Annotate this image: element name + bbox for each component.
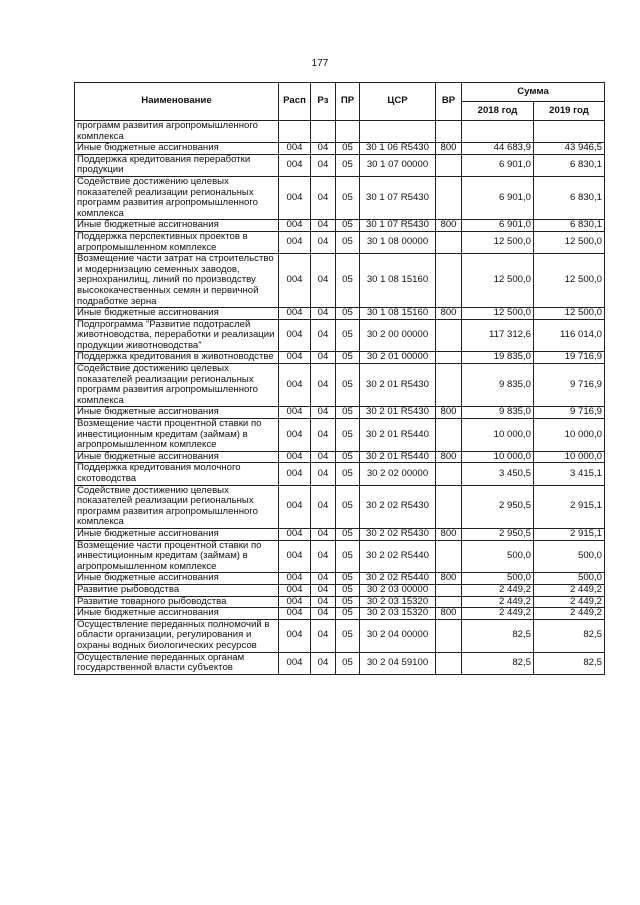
cell-2018: 12 500,0	[462, 254, 534, 308]
cell-csr: 30 1 07 R5430	[360, 220, 436, 232]
table-row	[75, 143, 605, 155]
cell-csr: 30 2 01 R5430	[360, 407, 436, 419]
cell-rz: 04	[311, 540, 336, 573]
cell-csr: 30 2 01 R5440	[360, 451, 436, 463]
cell-rasp: 004	[279, 254, 311, 308]
cell-pr: 05	[336, 364, 360, 407]
header-csr: ЦСР	[360, 83, 436, 121]
cell-2019: 6 830,1	[534, 220, 605, 232]
cell-rz: 04	[311, 652, 336, 674]
cell-name: Осуществление переданных органам государственной власти субъектов	[75, 652, 279, 674]
cell-pr: 05	[336, 319, 360, 352]
cell-2018: 6 901,0	[462, 176, 534, 219]
cell-2018: 6 901,0	[462, 220, 534, 232]
cell-2018: 12 500,0	[462, 231, 534, 253]
cell-rasp: 004	[279, 596, 311, 608]
cell-2019: 500,0	[534, 573, 605, 585]
cell-2018: 10 000,0	[462, 451, 534, 463]
cell-2018	[462, 121, 534, 143]
cell-vr	[436, 419, 462, 452]
cell-pr: 05	[336, 540, 360, 573]
cell-2019: 82,5	[534, 619, 605, 652]
cell-pr: 05	[336, 608, 360, 620]
cell-csr: 30 2 04 59100	[360, 652, 436, 674]
cell-name: Возмещение части процентной ставки по инвестиционным кредитам (займам) в агропромышленном комплексе	[75, 540, 279, 573]
cell-csr: 30 2 01 R5430	[360, 364, 436, 407]
cell-csr: 30 2 00 00000	[360, 319, 436, 352]
cell-pr: 05	[336, 596, 360, 608]
cell-vr	[436, 352, 462, 364]
cell-rasp: 004	[279, 143, 311, 155]
cell-csr: 30 2 02 R5440	[360, 540, 436, 573]
cell-2018: 2 449,2	[462, 596, 534, 608]
header-2019: 2019 год	[534, 102, 605, 121]
cell-2018: 12 500,0	[462, 308, 534, 320]
cell-csr: 30 2 02 R5430	[360, 485, 436, 528]
cell-pr: 05	[336, 451, 360, 463]
cell-rasp: 004	[279, 319, 311, 352]
cell-rasp: 004	[279, 619, 311, 652]
cell-rasp	[279, 121, 311, 143]
cell-name: программ развития агропромышленного комплекса	[75, 121, 279, 143]
cell-2019: 6 830,1	[534, 154, 605, 176]
cell-2018: 10 000,0	[462, 419, 534, 452]
cell-2019: 19 716,9	[534, 352, 605, 364]
cell-csr: 30 2 02 00000	[360, 463, 436, 485]
cell-2018: 2 950,5	[462, 528, 534, 540]
cell-csr: 30 1 07 00000	[360, 154, 436, 176]
cell-name: Развитие рыбоводства	[75, 584, 279, 596]
cell-rz: 04	[311, 419, 336, 452]
cell-name: Иные бюджетные ассигнования	[75, 407, 279, 419]
cell-2018: 19 835,0	[462, 352, 534, 364]
cell-rasp: 004	[279, 584, 311, 596]
table-row	[75, 619, 605, 652]
cell-rasp: 004	[279, 364, 311, 407]
cell-pr	[336, 121, 360, 143]
cell-pr: 05	[336, 463, 360, 485]
cell-2019: 6 830,1	[534, 176, 605, 219]
cell-2019: 116 014,0	[534, 319, 605, 352]
cell-2018: 500,0	[462, 540, 534, 573]
cell-2019: 500,0	[534, 540, 605, 573]
cell-2019: 2 915,1	[534, 528, 605, 540]
cell-vr	[436, 231, 462, 253]
cell-name: Подпрограмма "Развитие подотраслей животноводства, переработки и реализации продукции животноводства"	[75, 319, 279, 352]
table-row	[75, 154, 605, 176]
cell-vr	[436, 463, 462, 485]
table-body	[75, 121, 605, 675]
cell-vr	[436, 540, 462, 573]
table-row	[75, 596, 605, 608]
cell-vr: 800	[436, 143, 462, 155]
cell-rz: 04	[311, 220, 336, 232]
cell-name: Иные бюджетные ассигнования	[75, 573, 279, 585]
table-row	[75, 528, 605, 540]
cell-rasp: 004	[279, 308, 311, 320]
header-vr: ВР	[436, 83, 462, 121]
cell-vr	[436, 121, 462, 143]
header-rz: Рз	[311, 83, 336, 121]
header-pr: ПР	[336, 83, 360, 121]
cell-vr: 800	[436, 608, 462, 620]
cell-rasp: 004	[279, 652, 311, 674]
cell-rz: 04	[311, 319, 336, 352]
cell-rz: 04	[311, 308, 336, 320]
cell-2019: 12 500,0	[534, 254, 605, 308]
cell-rasp: 004	[279, 485, 311, 528]
cell-csr: 30 2 03 15320	[360, 608, 436, 620]
cell-2018: 9 835,0	[462, 364, 534, 407]
cell-name: Иные бюджетные ассигнования	[75, 308, 279, 320]
cell-2019: 9 716,9	[534, 407, 605, 419]
cell-2018: 500,0	[462, 573, 534, 585]
cell-name: Поддержка кредитования переработки продукции	[75, 154, 279, 176]
header-sum: Сумма	[462, 83, 605, 102]
cell-2019: 2 449,2	[534, 608, 605, 620]
budget-table	[74, 82, 605, 675]
cell-vr	[436, 319, 462, 352]
cell-rz: 04	[311, 176, 336, 219]
cell-name: Иные бюджетные ассигнования	[75, 451, 279, 463]
cell-2018: 44 683,9	[462, 143, 534, 155]
cell-rz: 04	[311, 619, 336, 652]
cell-name: Развитие товарного рыбоводства	[75, 596, 279, 608]
cell-rasp: 004	[279, 407, 311, 419]
cell-vr	[436, 485, 462, 528]
table-row	[75, 364, 605, 407]
cell-csr: 30 2 02 R5430	[360, 528, 436, 540]
cell-2018: 117 312,6	[462, 319, 534, 352]
cell-2018: 2 950,5	[462, 485, 534, 528]
cell-rz: 04	[311, 463, 336, 485]
cell-rz: 04	[311, 143, 336, 155]
cell-2019: 10 000,0	[534, 451, 605, 463]
cell-pr: 05	[336, 254, 360, 308]
cell-name: Содействие достижению целевых показателей реализации региональных программ развития агропромышленного комплекса	[75, 485, 279, 528]
cell-name: Иные бюджетные ассигнования	[75, 220, 279, 232]
cell-2019: 3 415,1	[534, 463, 605, 485]
cell-rz: 04	[311, 407, 336, 419]
table-row	[75, 451, 605, 463]
cell-vr	[436, 254, 462, 308]
cell-rz: 04	[311, 352, 336, 364]
cell-pr: 05	[336, 419, 360, 452]
cell-pr: 05	[336, 584, 360, 596]
table-row	[75, 584, 605, 596]
table-row	[75, 352, 605, 364]
cell-2019	[534, 121, 605, 143]
cell-pr: 05	[336, 154, 360, 176]
cell-rasp: 004	[279, 352, 311, 364]
cell-rasp: 004	[279, 573, 311, 585]
cell-csr: 30 1 08 00000	[360, 231, 436, 253]
cell-rz: 04	[311, 254, 336, 308]
cell-name: Возмещение части затрат на строительство и модернизацию семенных заводов, зернохранилищ, линий по производству высококачественных семян и первичной подработке зерна	[75, 254, 279, 308]
cell-2019: 2 915,1	[534, 485, 605, 528]
cell-2018: 9 835,0	[462, 407, 534, 419]
cell-rasp: 004	[279, 154, 311, 176]
cell-2018: 2 449,2	[462, 584, 534, 596]
cell-2019: 12 500,0	[534, 308, 605, 320]
cell-vr: 800	[436, 528, 462, 540]
cell-2018: 6 901,0	[462, 154, 534, 176]
cell-vr: 800	[436, 220, 462, 232]
table-row	[75, 176, 605, 219]
cell-name: Содействие достижению целевых показателей реализации региональных программ развития агропромышленного комплекса	[75, 176, 279, 219]
cell-rz: 04	[311, 573, 336, 585]
cell-rasp: 004	[279, 608, 311, 620]
cell-rz: 04	[311, 451, 336, 463]
table-row	[75, 485, 605, 528]
cell-name: Возмещение части процентной ставки по инвестиционным кредитам (займам) в агропромышленном комплексе	[75, 419, 279, 452]
cell-pr: 05	[336, 143, 360, 155]
cell-rz: 04	[311, 231, 336, 253]
cell-rasp: 004	[279, 220, 311, 232]
cell-rz	[311, 121, 336, 143]
cell-rasp: 004	[279, 419, 311, 452]
cell-csr: 30 1 07 R5430	[360, 176, 436, 219]
header-rasp: Расп	[279, 83, 311, 121]
table-row	[75, 652, 605, 674]
cell-2018: 82,5	[462, 619, 534, 652]
cell-vr: 800	[436, 308, 462, 320]
cell-vr	[436, 619, 462, 652]
table-row	[75, 254, 605, 308]
cell-vr	[436, 364, 462, 407]
cell-vr	[436, 652, 462, 674]
table-row	[75, 573, 605, 585]
cell-rasp: 004	[279, 176, 311, 219]
cell-pr: 05	[336, 573, 360, 585]
table-row	[75, 319, 605, 352]
cell-vr: 800	[436, 573, 462, 585]
cell-csr: 30 2 04 00000	[360, 619, 436, 652]
cell-2018: 2 449,2	[462, 608, 534, 620]
cell-2019: 2 449,2	[534, 596, 605, 608]
table-row	[75, 463, 605, 485]
cell-csr	[360, 121, 436, 143]
cell-2019: 12 500,0	[534, 231, 605, 253]
table-row	[75, 121, 605, 143]
cell-pr: 05	[336, 619, 360, 652]
cell-2019: 2 449,2	[534, 584, 605, 596]
header-name: Наименование	[75, 83, 279, 121]
cell-name: Поддержка перспективных проектов в агропромышленном комплексе	[75, 231, 279, 253]
cell-pr: 05	[336, 352, 360, 364]
cell-name: Поддержка кредитования молочного скотоводства	[75, 463, 279, 485]
cell-rz: 04	[311, 528, 336, 540]
table-row	[75, 419, 605, 452]
cell-name: Иные бюджетные ассигнования	[75, 608, 279, 620]
cell-csr: 30 1 08 15160	[360, 308, 436, 320]
cell-csr: 30 2 03 00000	[360, 584, 436, 596]
cell-name: Поддержка кредитования в животноводстве	[75, 352, 279, 364]
header-2018: 2018 год	[462, 102, 534, 121]
cell-rz: 04	[311, 364, 336, 407]
table-row	[75, 308, 605, 320]
cell-rasp: 004	[279, 451, 311, 463]
cell-2018: 3 450,5	[462, 463, 534, 485]
cell-name: Иные бюджетные ассигнования	[75, 143, 279, 155]
page-number: 177	[311, 58, 329, 69]
cell-rz: 04	[311, 154, 336, 176]
cell-csr: 30 1 08 15160	[360, 254, 436, 308]
cell-pr: 05	[336, 407, 360, 419]
cell-pr: 05	[336, 220, 360, 232]
cell-rz: 04	[311, 485, 336, 528]
cell-pr: 05	[336, 485, 360, 528]
cell-2018: 82,5	[462, 652, 534, 674]
cell-rasp: 004	[279, 231, 311, 253]
cell-rz: 04	[311, 608, 336, 620]
cell-csr: 30 2 03 15320	[360, 596, 436, 608]
cell-name: Осуществление переданных полномочий в области организации, регулирования и охраны водных биологических ресурсов	[75, 619, 279, 652]
cell-rasp: 004	[279, 540, 311, 573]
cell-2019: 82,5	[534, 652, 605, 674]
cell-pr: 05	[336, 231, 360, 253]
table-row	[75, 407, 605, 419]
cell-rasp: 004	[279, 528, 311, 540]
cell-vr	[436, 584, 462, 596]
cell-vr: 800	[436, 407, 462, 419]
cell-2019: 43 946,5	[534, 143, 605, 155]
cell-vr	[436, 596, 462, 608]
table-row	[75, 608, 605, 620]
table-row	[75, 231, 605, 253]
cell-2019: 10 000,0	[534, 419, 605, 452]
table-row	[75, 220, 605, 232]
cell-pr: 05	[336, 308, 360, 320]
cell-pr: 05	[336, 176, 360, 219]
cell-name: Содействие достижению целевых показателей реализации региональных программ развития агропромышленного комплекса	[75, 364, 279, 407]
table-row	[75, 540, 605, 573]
cell-2019: 9 716,9	[534, 364, 605, 407]
cell-csr: 30 1 06 R5430	[360, 143, 436, 155]
cell-rz: 04	[311, 584, 336, 596]
cell-vr	[436, 154, 462, 176]
cell-csr: 30 2 02 R5440	[360, 573, 436, 585]
cell-csr: 30 2 01 R5440	[360, 419, 436, 452]
cell-csr: 30 2 01 00000	[360, 352, 436, 364]
cell-name: Иные бюджетные ассигнования	[75, 528, 279, 540]
cell-rasp: 004	[279, 463, 311, 485]
cell-vr: 800	[436, 451, 462, 463]
cell-vr	[436, 176, 462, 219]
cell-rz: 04	[311, 596, 336, 608]
cell-pr: 05	[336, 528, 360, 540]
cell-pr: 05	[336, 652, 360, 674]
